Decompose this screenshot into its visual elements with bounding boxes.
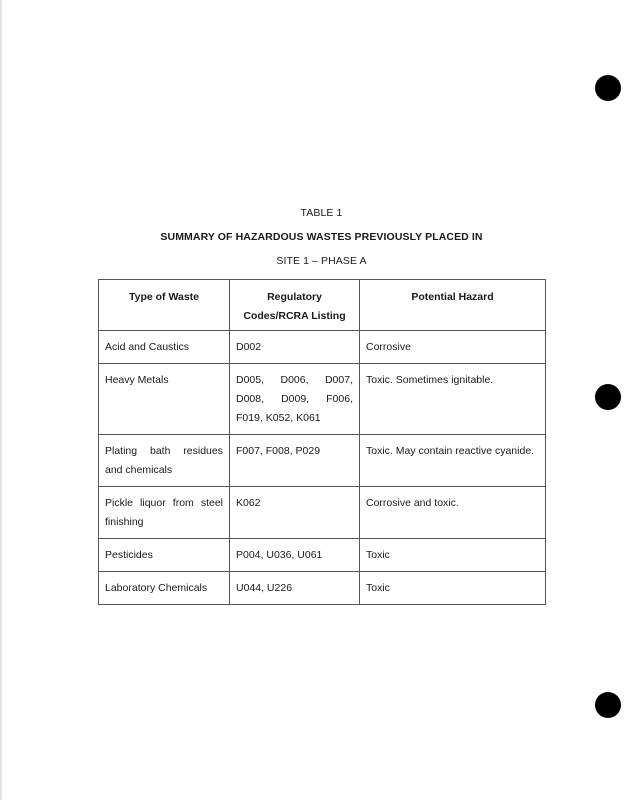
cell-waste-type: Pickle liquor from steel finishing xyxy=(99,487,230,539)
cell-hazard: Toxic. May contain reactive cyanide. xyxy=(360,435,546,487)
cell-waste-type: Plating bath residues and chemicals xyxy=(99,435,230,487)
cell-hazard: Toxic xyxy=(360,572,546,605)
cell-codes: P004, U036, U061 xyxy=(230,539,360,572)
punch-hole-bottom xyxy=(595,692,621,718)
cell-hazard: Corrosive xyxy=(360,331,546,364)
cell-waste-type: Heavy Metals xyxy=(99,364,230,435)
cell-codes: D002 xyxy=(230,331,360,364)
cell-codes: F007, F008, P029 xyxy=(230,435,360,487)
header-type-of-waste: Type of Waste xyxy=(99,280,230,331)
hazardous-waste-table xyxy=(98,279,546,605)
cell-codes: U044, U226 xyxy=(230,572,360,605)
cell-codes: K062 xyxy=(230,487,360,539)
cell-codes: D005, D006, D007, D008, D009, F006, F019, K052, K061 xyxy=(230,364,360,435)
table-row xyxy=(99,364,546,435)
table-header-row xyxy=(99,280,546,331)
table-row xyxy=(99,331,546,364)
cell-waste-type: Pesticides xyxy=(99,539,230,572)
table-row xyxy=(99,572,546,605)
header-regulatory-codes: Regulatory Codes/RCRA Listing xyxy=(230,280,360,331)
table-row xyxy=(99,487,546,539)
cell-hazard: Corrosive and toxic. xyxy=(360,487,546,539)
page-edge xyxy=(0,0,3,800)
table-title: SUMMARY OF HAZARDOUS WASTES PREVIOUSLY PLACED IN xyxy=(160,231,483,243)
table-row xyxy=(99,435,546,487)
cell-hazard: Toxic xyxy=(360,539,546,572)
table-subtitle: SITE 1 – PHASE A xyxy=(276,255,367,267)
header-potential-hazard: Potential Hazard xyxy=(360,280,546,331)
cell-waste-type: Laboratory Chemicals xyxy=(99,572,230,605)
cell-waste-type: Acid and Caustics xyxy=(99,331,230,364)
punch-hole-middle xyxy=(595,384,621,410)
cell-hazard: Toxic. Sometimes ignitable. xyxy=(360,364,546,435)
table-number: TABLE 1 xyxy=(300,207,343,219)
punch-hole-top xyxy=(595,75,621,101)
table-row xyxy=(99,539,546,572)
